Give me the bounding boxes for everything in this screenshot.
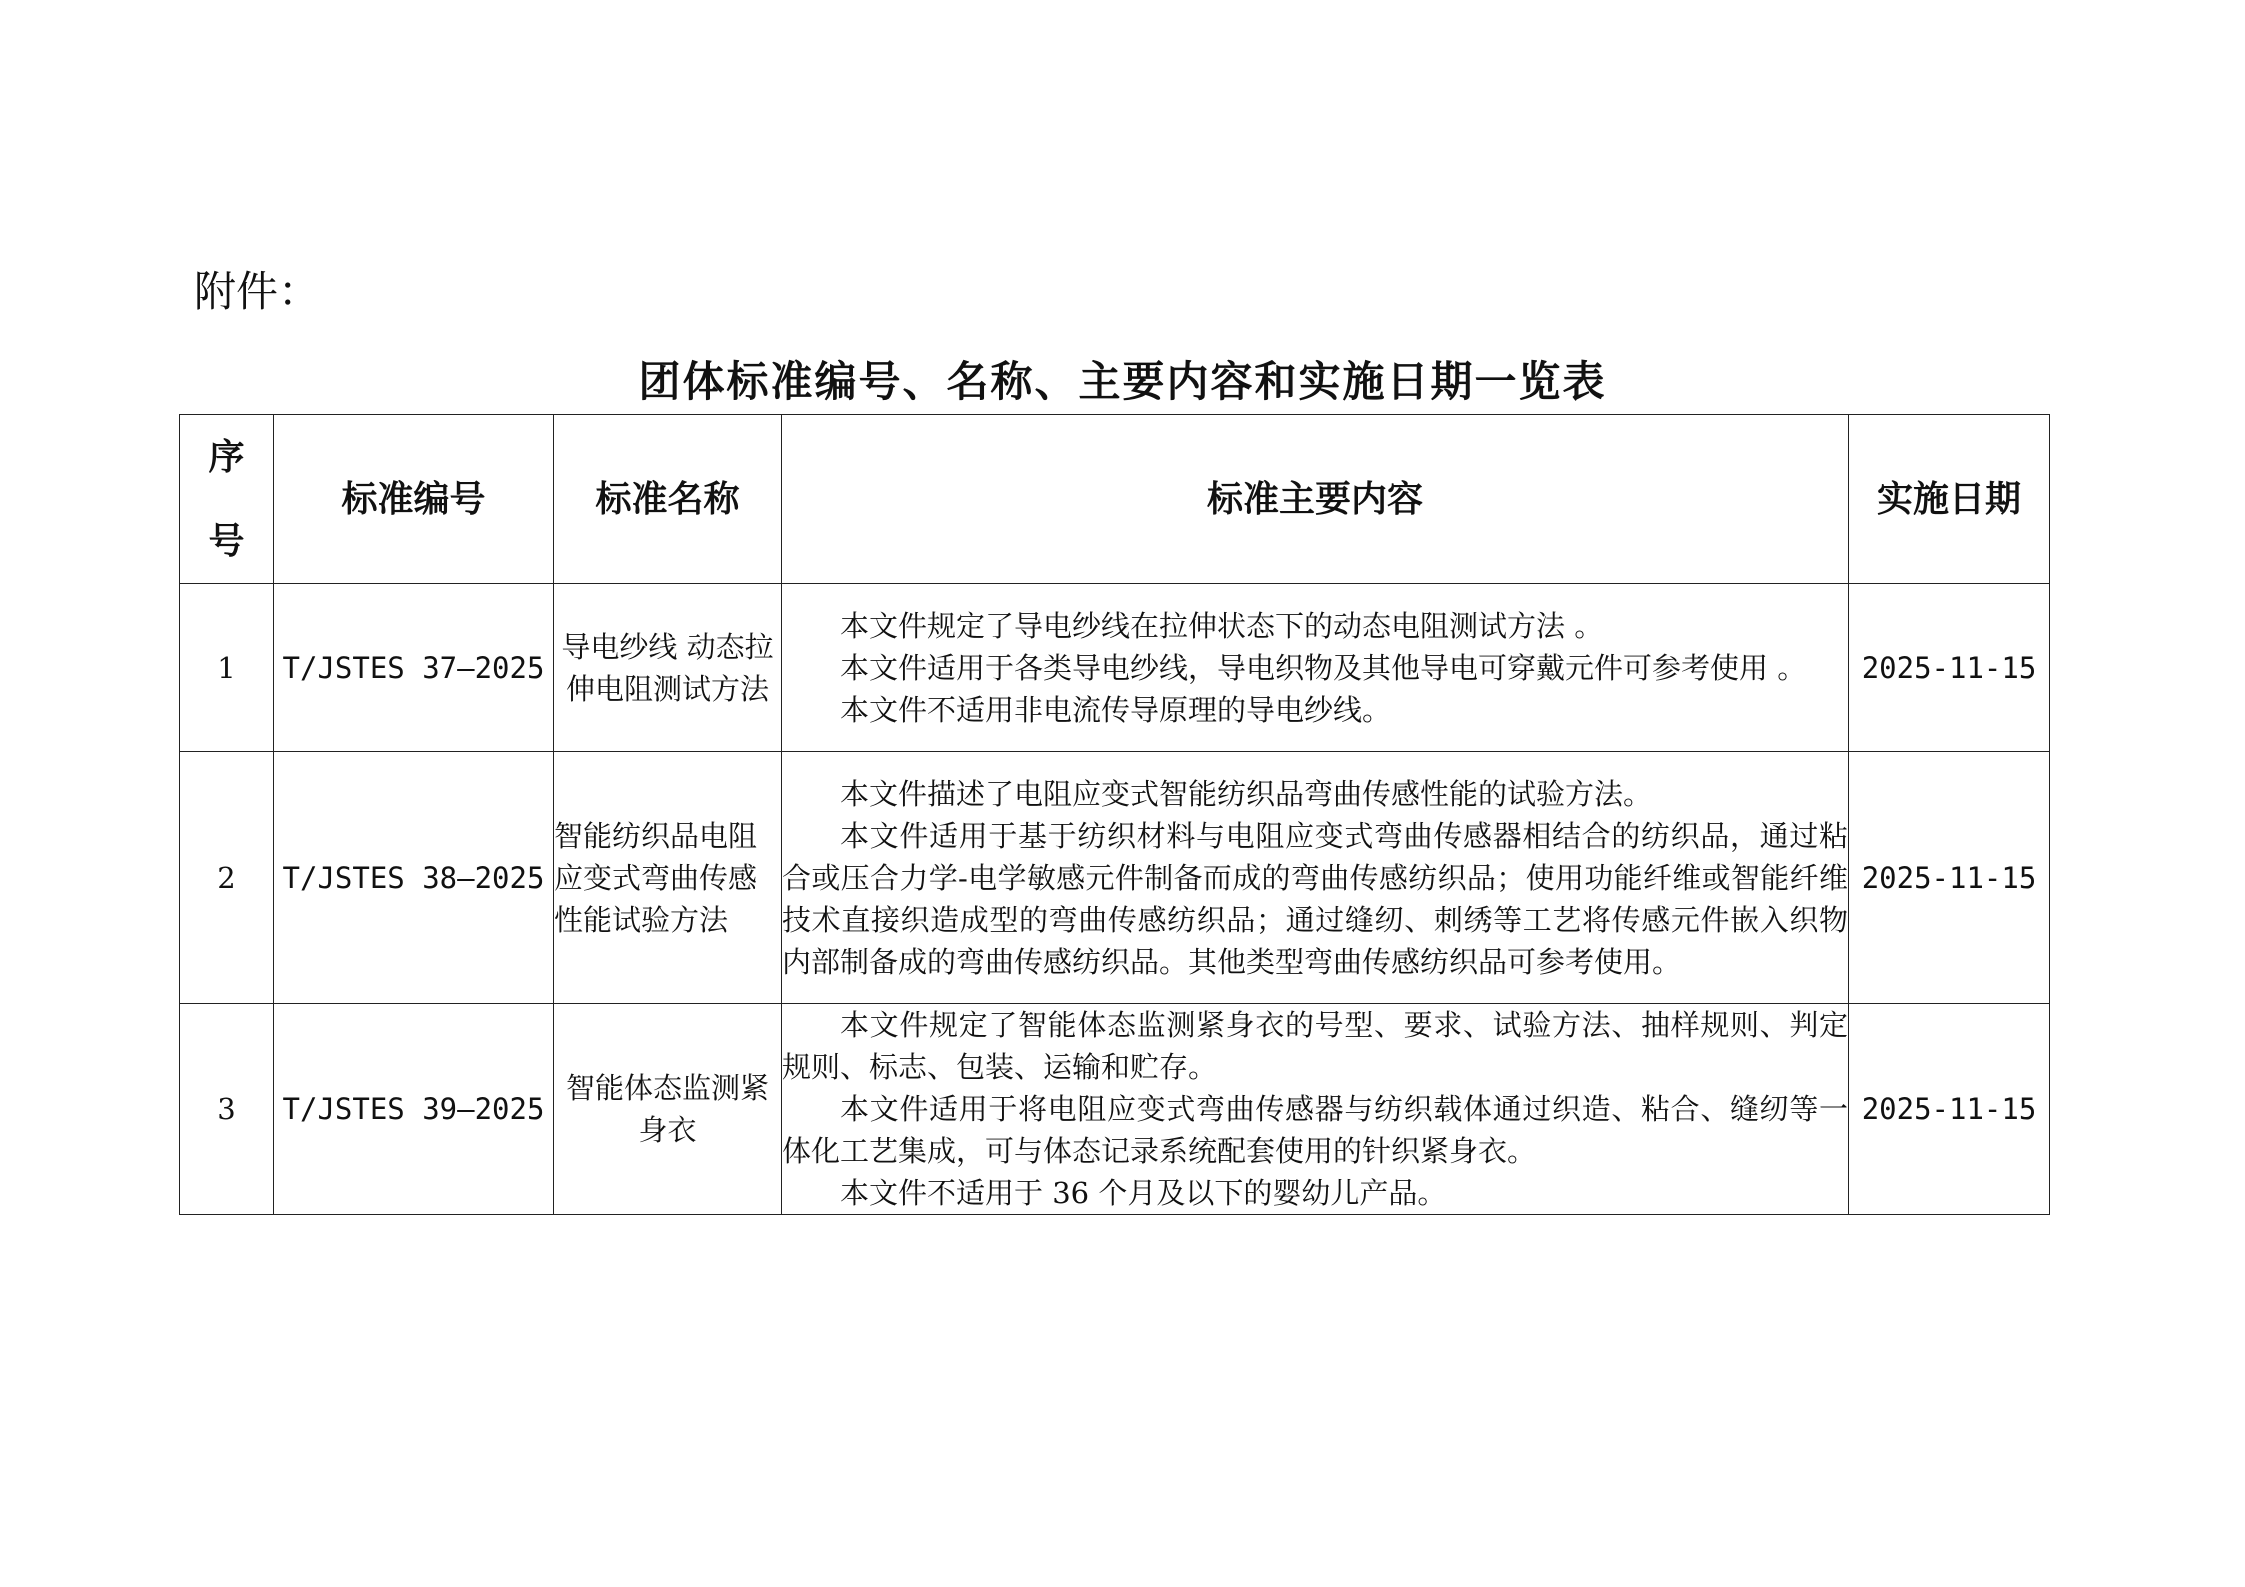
table-header-row [180, 415, 2050, 584]
row-seq: 3 [180, 1004, 274, 1215]
row-standard-content [782, 752, 1849, 1004]
table-row [180, 584, 2050, 752]
row-standard-name: 智能体态监测紧身衣 [554, 1004, 782, 1215]
header-seq-label: 序号 [208, 436, 245, 562]
content-paragraph: 本文件不适用非电流传导原理的导电纱线。 [840, 692, 1392, 727]
row-implementation-date: 2025-11-15 [1849, 1004, 2050, 1215]
header-seq [180, 415, 274, 584]
header-name: 标准名称 [554, 415, 782, 584]
attachment-label: 附件： [194, 267, 321, 316]
row-seq: 2 [180, 752, 274, 1004]
row-standard-code: T/JSTES 37—2025 [274, 584, 554, 752]
content-paragraph: 本文件适用于各类导电纱线，导电织物及其他导电可穿戴元件可参考使用 。 [840, 650, 1807, 685]
document-title: 团体标准编号、名称、主要内容和实施日期一览表 [638, 357, 1607, 406]
content-paragraph: 本文件规定了导电纱线在拉伸状态下的动态电阻测试方法 。 [840, 608, 1604, 643]
content-paragraph: 本文件不适用于 36 个月及以下的婴幼儿产品。 [840, 1176, 1447, 1210]
row-implementation-date: 2025-11-15 [1849, 584, 2050, 752]
header-date: 实施日期 [1849, 415, 2050, 584]
content-paragraph: 本文件描述了电阻应变式智能纺织品弯曲传感性能的试验方法。 [840, 776, 1653, 811]
row-standard-content [782, 1004, 1849, 1215]
table-row [180, 752, 2050, 1004]
row-standard-name: 智能纺织品电阻应变式弯曲传感性能试验方法 [554, 752, 782, 1004]
header-content: 标准主要内容 [782, 415, 1849, 584]
content-paragraph: 本文件适用于将电阻应变式弯曲传感器与纺织载体通过织造、粘合、缝纫等一体化工艺集成，可与体态记录系统配套使用的针织紧身衣。 [782, 1092, 1848, 1168]
row-seq: 1 [180, 584, 274, 752]
row-standard-content [782, 584, 1849, 752]
row-standard-name: 导电纱线 动态拉伸电阻测试方法 [554, 584, 782, 752]
content-paragraph: 本文件规定了智能体态监测紧身衣的号型、要求、试验方法、抽样规则、判定规则、标志、包装、运输和贮存。 [782, 1008, 1848, 1084]
table-row [180, 1004, 2050, 1215]
content-paragraph: 本文件适用于基于纺织材料与电阻应变式弯曲传感器相结合的纺织品，通过粘合或压合力学-电学敏感元件制备而成的弯曲传感纺织品；使用功能纤维或智能纤维技术直接织造成型的弯曲传感纺织品；通过缝纫、刺绣等工艺将传感元件嵌入织物内部制备成的弯曲传感纺织品。其他类型弯曲传感纺织品可参考使用。 [782, 818, 1848, 979]
row-standard-code: T/JSTES 38—2025 [274, 752, 554, 1004]
row-standard-code: T/JSTES 39—2025 [274, 1004, 554, 1215]
header-code: 标准编号 [274, 415, 554, 584]
standards-table [179, 414, 2050, 1215]
row-implementation-date: 2025-11-15 [1849, 752, 2050, 1004]
